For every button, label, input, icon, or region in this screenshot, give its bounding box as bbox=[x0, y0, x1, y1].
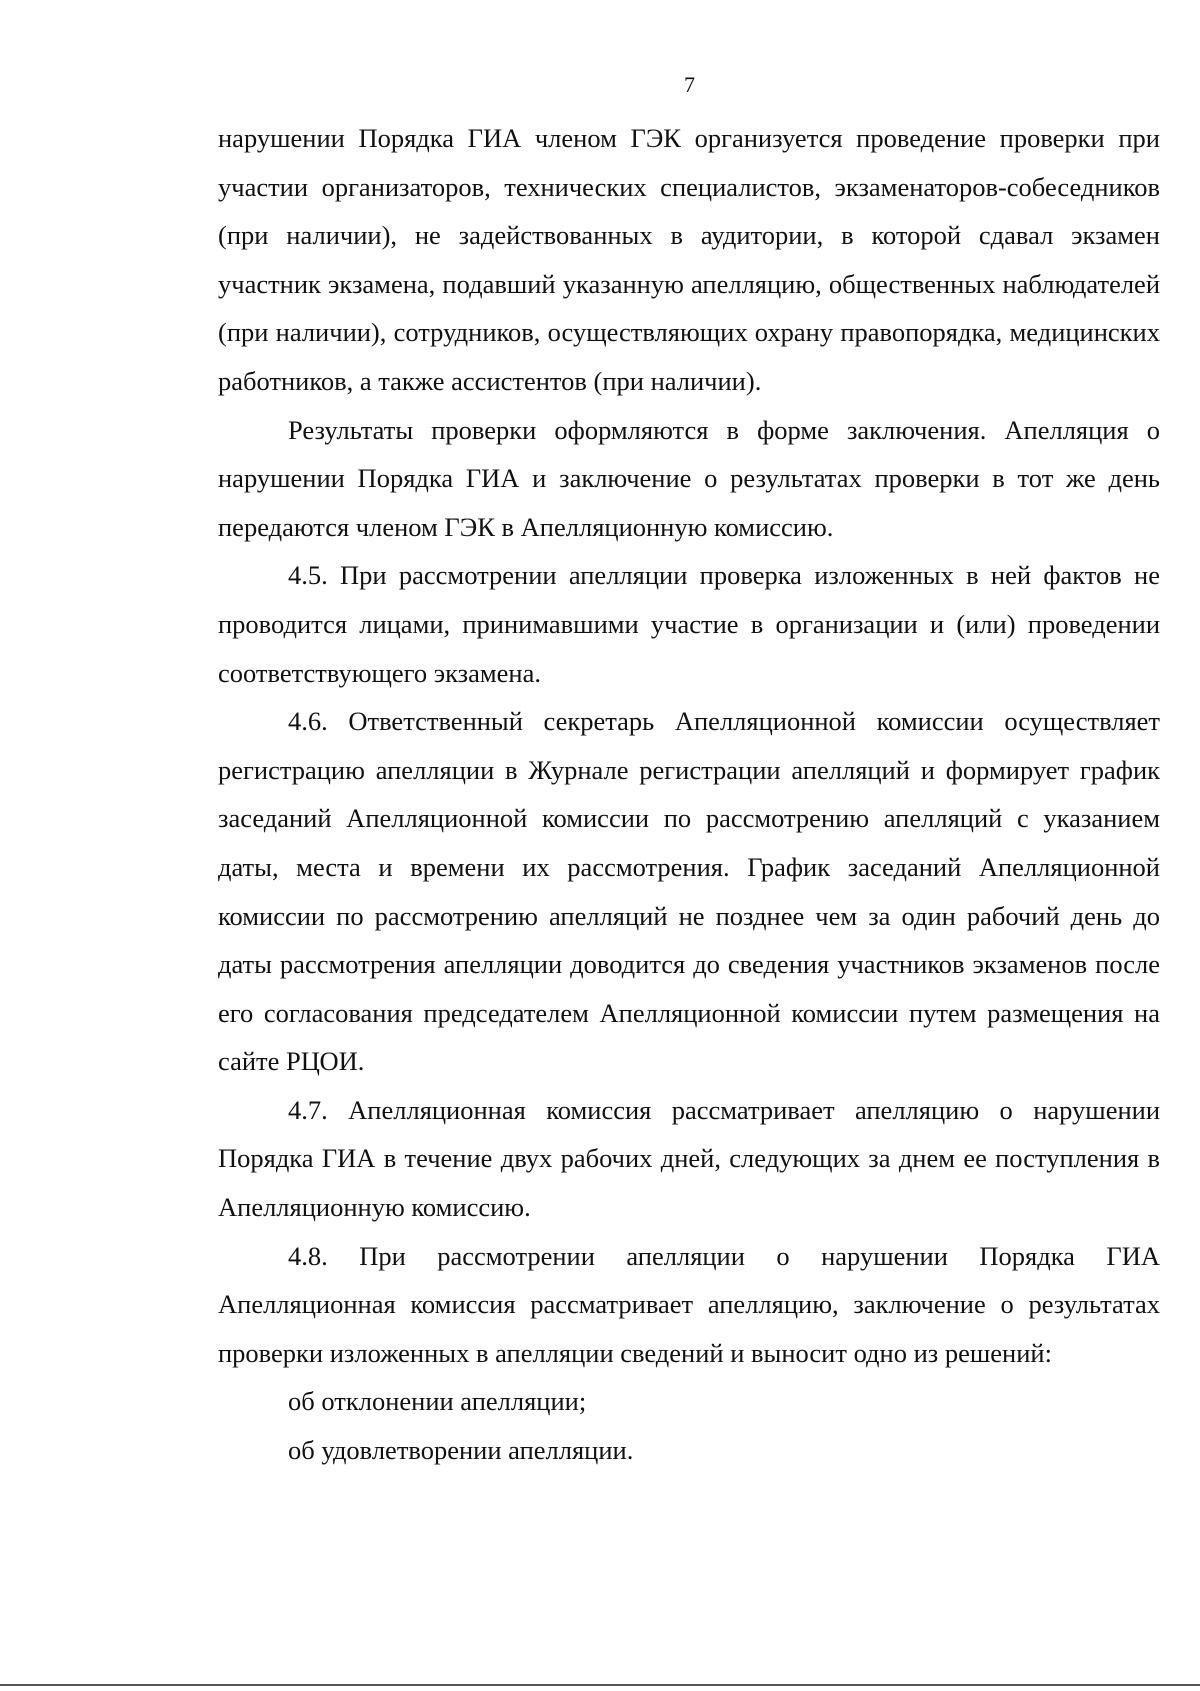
page-number: 7 bbox=[684, 72, 695, 97]
paragraph-4-7: 4.7. Апелляционная комиссия рассматривает апелляцию о нарушении Порядка ГИА в течение двух рабочих дней, следующих за днем ее поступления в Апелляционную комиссию. bbox=[218, 1094, 1160, 1223]
paragraph-4-5: 4.5. При рассмотрении апелляции проверка изложенных в ней фактов не проводится лицами, принимавшими участие в организации и (или) проведении соответствующего экзамена. bbox=[218, 560, 1160, 688]
paragraph-4-8: 4.8. При рассмотрении апелляции о нарушении Порядка ГИА Апелляционная комиссия рассматривает апелляцию, заключение о результатах проверки изложенных в апелляции сведений и выносит одно из решений: bbox=[218, 1240, 1160, 1368]
paragraph-continuation: нарушении Порядка ГИА членом ГЭК организуется проведение проверки при участии организаторов, технических специалистов, экзаменаторов-собеседников (при наличии), не задействованных в аудитории, в которой сдавал экзамен участник экзамена, подавший указанную апелляцию, общественных наблюдателей (при наличии), сотрудников, осуществляющих охрану правопорядка, медицинских работников, а также ассистентов (при наличии). bbox=[218, 123, 1160, 396]
paragraph-4-6: 4.6. Ответственный секретарь Апелляционной комиссии осуществляет регистрацию апелляции в Журнале регистрации апелляций и формирует график заседаний Апелляционной комиссии по рассмотрению апелляций с указанием даты, места и времени их рассмотрения. График заседаний Апелляционной комиссии по рассмотрению апелляций не позднее чем за один рабочий день до даты рассмотрения апелляции доводится до сведения участников экзаменов после его согласования председателем Апелляционной комиссии путем размещения на сайте РЦОИ. bbox=[218, 706, 1160, 1077]
paragraph-results: Результаты проверки оформляются в форме заключения. Апелляция о нарушении Порядка ГИА и заключение о результатах проверки в тот же день передаются членом ГЭК в Апелляционную комиссию. bbox=[218, 414, 1160, 542]
document-body bbox=[218, 114, 1160, 1475]
decision-approve: об удовлетворении апелляции. bbox=[288, 1435, 634, 1466]
decision-reject: об отклонении апелляции; bbox=[288, 1386, 587, 1417]
bottom-rule bbox=[0, 1684, 1200, 1686]
